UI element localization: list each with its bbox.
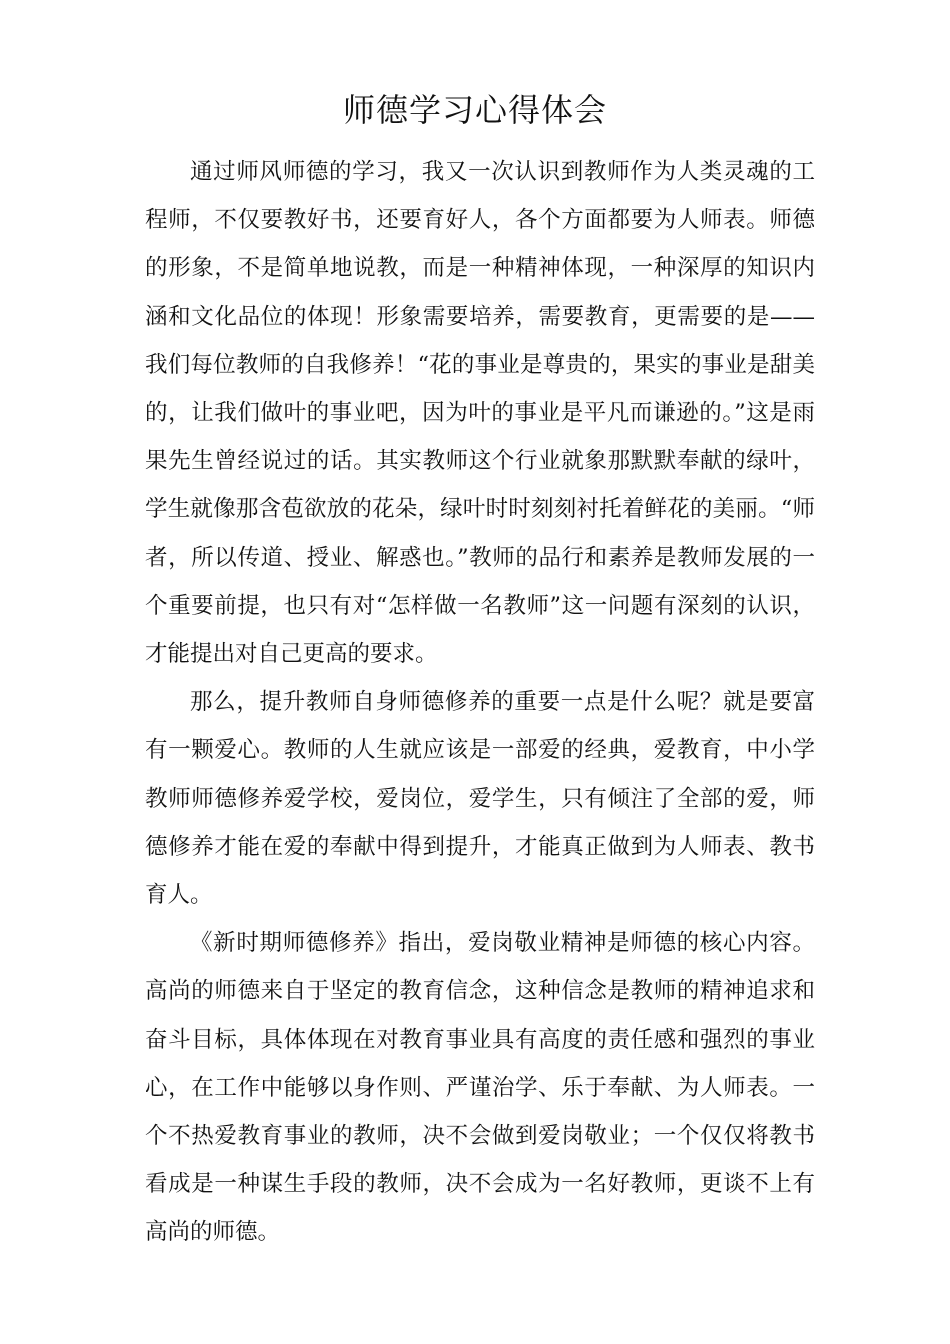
- paragraph-3: 《新时期师德修养》指出，爱岗敬业精神是师德的核心内容。高尚的师德来自于坚定的教育信念，这种信念是教师的精神追求和奋斗目标，具体体现在对教育事业具有高度的责任感和强烈的事业心，在工作中能够以身作则、严谨治学、乐于奉献、为人师表。一个不热爱教育事业的教师，决不会做到爱岗敬业；一个仅仅将教书看成是一种谋生手段的教师，决不会成为一名好教师，更谈不上有高尚的师德。: [145, 930, 815, 1246]
- paragraph-2: 那么，提升教师自身师德修养的重要一点是什么呢？就是要富有一颗爱心。教师的人生就应该是一部爱的经典，爱教育，中小学教师师德修养爱学校，爱岗位，爱学生，只有倾注了全部的爱，师德修养才能在爱的奉献中得到提升，才能真正做到为人师表、教书育人。: [145, 689, 815, 909]
- document-body: [145, 148, 815, 1257]
- paragraph-1: 通过师风师德的学习，我又一次认识到教师作为人类灵魂的工程师，不仅要教好书，还要育好人，各个方面都要为人师表。师德的形象，不是简单地说教，而是一种精神体现，一种深厚的知识内涵和文化品位的体现！形象需要培养，需要教育，更需要的是——我们每位教师的自我修养！“花的事业是尊贵的，果实的事业是甜美的，让我们做叶的事业吧，因为叶的事业是平凡而谦逊的。”这是雨果先生曾经说过的话。其实教师这个行业就象那默默奉献的绿叶，学生就像那含苞欲放的花朵，绿叶时时刻刻衬托着鲜花的美丽。“师者，所以传道、授业、解惑也。”教师的品行和素养是教师发展的一个重要前提，也只有对“怎样做一名教师”这一问题有深刻的认识，才能提出对自己更高的要求。: [145, 159, 815, 668]
- document-title: 师德学习心得体会: [342, 91, 607, 129]
